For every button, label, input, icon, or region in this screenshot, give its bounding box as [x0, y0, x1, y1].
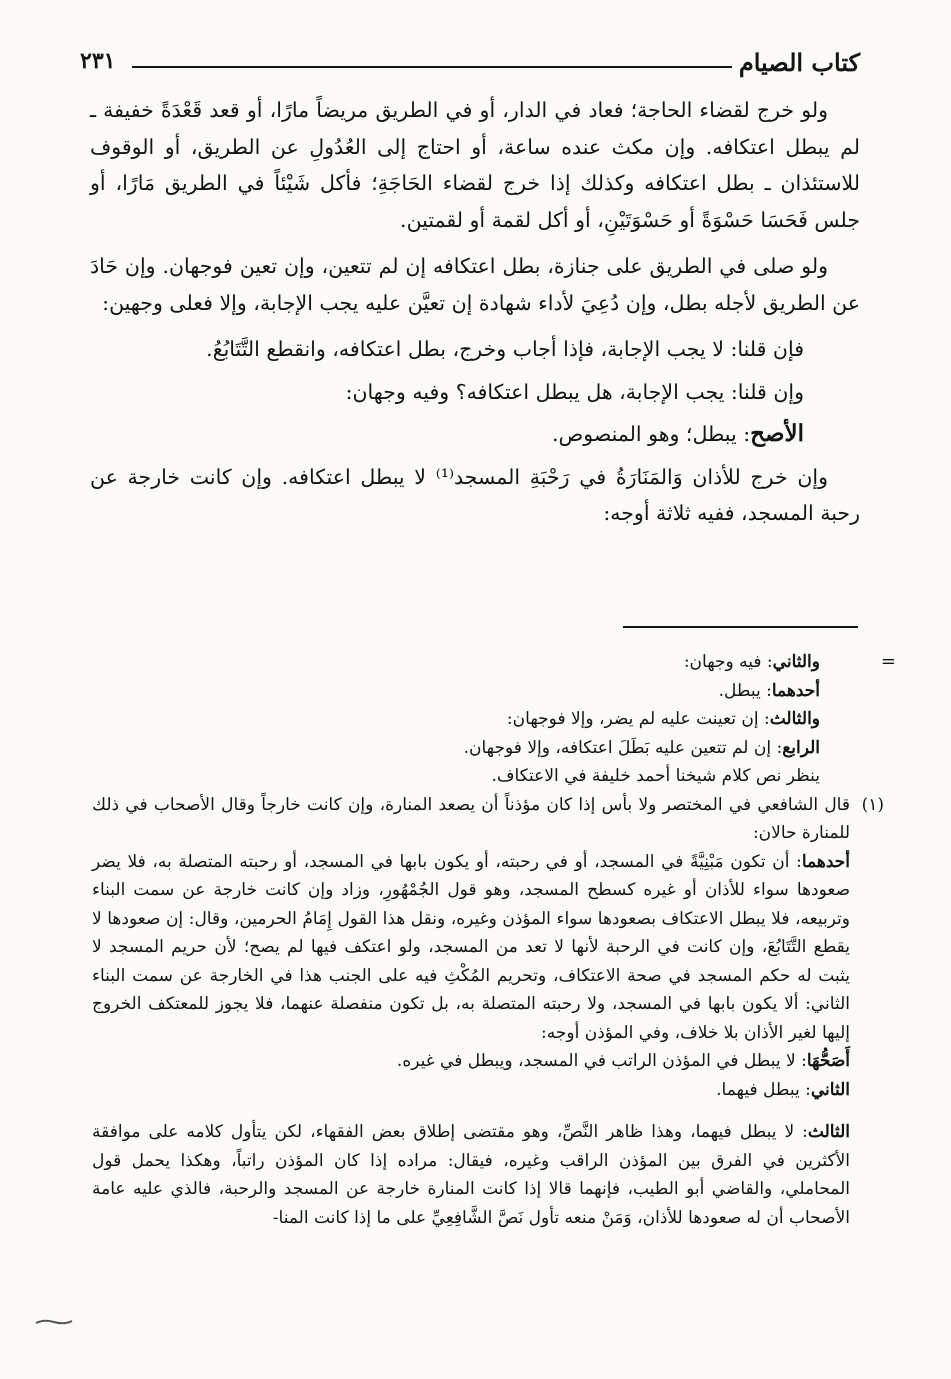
footnote-sahih: أَصَحُّهَا: لا يبطل في المؤذن الراتب في المسجد، ويبطل في غيره.	[396, 1051, 850, 1071]
page-header	[80, 48, 860, 84]
continued-note	[92, 648, 896, 791]
paragraph-6: وإن خرج للأذان وَالمَنَارَةُ في رَحْبَةِ المسجد⁽¹⁾ لا يبطل اعتكافه. وإن كانت خارجة عن رحبة المسجد، ففيه ثلاثة أوجه:	[90, 464, 860, 525]
note-line: الرابع: إن لم تتعين عليه بَطَلَ اعتكافه، وإلا فوجهان.	[463, 737, 820, 758]
asahh-text: : يبطل؛ وهو المنصوص.	[551, 422, 751, 446]
footnote-separator	[623, 626, 858, 628]
paragraph-4: وإن قلنا: يجب الإجابة، هل يبطل اعتكافه؟ وفيه وجهان:	[345, 379, 804, 404]
footnote-second: الثاني: يبطل فيهما.	[716, 1079, 850, 1100]
main-text	[90, 92, 860, 542]
page-number: ٢٣١	[80, 48, 116, 74]
asahh-label: الأصح	[750, 420, 804, 447]
paragraph-3: فإن قلنا: لا يجب الإجابة، فإذا أجاب وخرج، بطل اعتكافه، وانقطع التَّتَابُعُ.	[206, 337, 804, 361]
note-line: والثالث: إن تعينت عليه لم يضر، وإلا فوجهان:	[506, 709, 820, 729]
header-rule	[132, 66, 732, 68]
footnote-first: أحدهما: أن تكون مَبْنِيَّةً في المسجد، أو في رحبته، أو يكون بابها في المسجد، أو رحبته المتصلة به، فلا يضر صعودها سواء للأذان أو غيره كسطح المسجد، وهو قول الجُمْهُورِ، وزاد وإن كانت خارجة عن سمت البناء وتربيعه، فلا يبطل الاعتكاف بصعودها سواء المؤذن وغيره، ونقل هذا القول إِمَامُ الحرمين، وقال: إن صعودها لا يقطع التَّتَابُعَ، وإن كانت في الرحبة لأنها لا تعد من المسجد، ولو اعتكف فيها لم يصح؛ لأن حريم المسجد لا يثبت له حكم المسجد في صحة الاعتكاف، وتحريم المُكْثِ فيه على الجنب هذا في الخارجة عن سمت البناء الثاني: ألا يكون بابها في المسجد، ولا رحبته المتصلة به، بل تكون منفصلة عنهما، فلا يجوز للمعتكف الخروج إليها لغير الأذان بلا خلاف، وفي المؤذن أوجه:	[92, 851, 850, 1043]
ink-smudge	[34, 1318, 74, 1326]
footnotes	[92, 648, 896, 1232]
footnote-intro: قال الشافعي في المختصر ولا بأس إذا كان مؤذناً أن يصعد المنارة، وإن كانت خارجاً وقال الأصحاب في ذلك للمنارة حالان:	[92, 794, 850, 843]
footnote-1	[92, 791, 884, 1233]
note-line: والثاني: فيه وجهان:	[683, 652, 820, 672]
paragraph-5	[90, 416, 860, 453]
continuation-marker: =	[880, 651, 896, 672]
footnote-number: (١)	[861, 794, 884, 815]
paragraph-1: ولو خرج لقضاء الحاجة؛ فعاد في الدار، أو في الطريق مريضاً مارًا، أو قعد قَعْدَةً خفيفة ـ لم يبطل اعتكافه. وإن مكث عنده ساعة، أو احتاج إلى العُدُولِ عن الطريق، أو الوقوف للاستئذان ـ بطل اعتكافه وكذلك إذا خرج لقضاء الحَاجَةِ؛ فأكل شَيْئاً في الطريق مَارًا، أو جلس فَحَسَا حَسْوَةً أو حَسْوَتَيْنِ، أو أكل لقمة أو لقمتين.	[90, 98, 860, 232]
running-title: كتاب الصيام	[738, 48, 860, 77]
footnote-third: الثالث: لا يبطل فيهما، وهذا ظاهر النَّصِّ، وهو مقتضى إطلاق بعض الفقهاء، لكن يتأول كلامه على موافقة الأكثرين في الفرق بين المؤذن الراقب وغيره، فيقال: مراده إذا كان المؤذن راتباً، وهكذا يحمل قول المحاملي، والقاضي أبو الطيب، فإنهما قالا إذا كانت المنارة خارجة عن المسجد والرحبة، فالذي عليه عامة الأصحاب أن له صعودها للأذان، وَمَنْ منعه تأول نَصَّ الشَّافِعِيِّ على ما إذا كانت المنا-	[92, 1122, 850, 1228]
note-line: ينظر نص كلام شيخنا أحمد خليفة في الاعتكاف.	[491, 766, 820, 786]
note-line: أحدهما: يبطل.	[718, 680, 820, 701]
paragraph-2: ولو صلى في الطريق على جنازة، بطل اعتكافه إن لم تتعين، وإن تعين فوجهان. وإن حَادَ عن الطريق لأجله بطل، وإن دُعِيَ لأداء شهادة إن تعيَّن عليه يجب الإجابة، وإلا فعلى وجهين:	[90, 254, 860, 315]
